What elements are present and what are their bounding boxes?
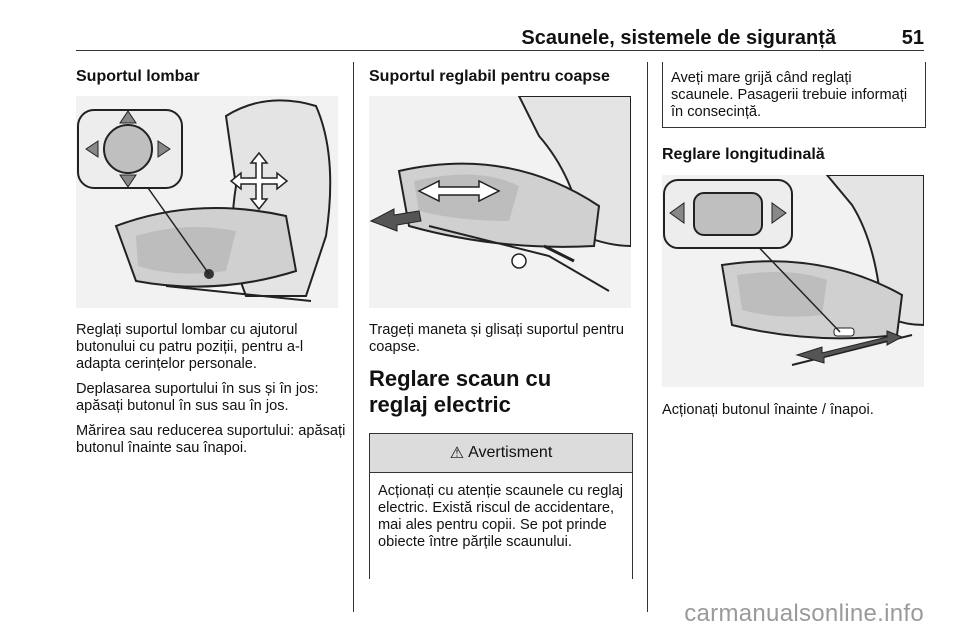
page-header [76, 22, 924, 48]
lumbar-paragraph-2: Deplasarea suportului în sus și în jos: apăsați butonul în sus sau în jos. [76, 381, 319, 414]
caution-note: Aveți mare grijă când reglați scaunele. Pasagerii trebuie informați în consecință. [662, 62, 926, 128]
longitudinal-figure [662, 175, 924, 387]
header-rule [76, 50, 924, 51]
warning-text: Acționați cu atenție scaunele cu reglaj electric. Există riscul de accidentare, mai ales pentru copii. Se pot prinde obiecte între părțile scaunului. [378, 483, 624, 550]
thigh-paragraph: Trageți maneta și glisați suportul pentru coapse. [369, 322, 624, 355]
heading-lumbar: Suportul lombar [76, 68, 200, 85]
lumbar-text [76, 322, 348, 465]
warning-box [369, 433, 633, 579]
column-longitudinal [662, 146, 924, 164]
column-divider-2 [647, 62, 648, 612]
lumbar-paragraph-1: Reglați suportul lombar cu ajutorul butonului cu patru poziții, pentru a-l adapta cerințelor personale. [76, 322, 304, 372]
heading-thigh-support: Suportul reglabil pentru coapse [369, 68, 610, 85]
warning-title: Avertisment [468, 444, 553, 461]
column-thigh [369, 62, 635, 86]
thigh-text [369, 322, 641, 418]
warning-header [370, 434, 632, 473]
header-title: Scaunele, sistemele de siguranță [521, 27, 836, 49]
page-number: 51 [901, 27, 924, 49]
heading-electric-seat: Reglare scaun cu reglaj electric [369, 366, 552, 417]
heading-longitudinal: Reglare longitudinală [662, 146, 825, 163]
longitudinal-paragraph: Acționați butonul înainte / înapoi. [662, 402, 874, 418]
longitudinal-text [662, 402, 924, 427]
column-divider-1 [353, 62, 354, 612]
warning-icon: ⚠ [449, 445, 465, 462]
watermark: carmanualsonline.info [684, 600, 924, 627]
lumbar-paragraph-3: Mărirea sau reducerea suportului: apăsați butonul înainte sau înapoi. [76, 423, 346, 456]
lumbar-support-figure [76, 96, 338, 308]
thigh-support-figure [369, 96, 631, 308]
column-lumbar [76, 62, 342, 86]
